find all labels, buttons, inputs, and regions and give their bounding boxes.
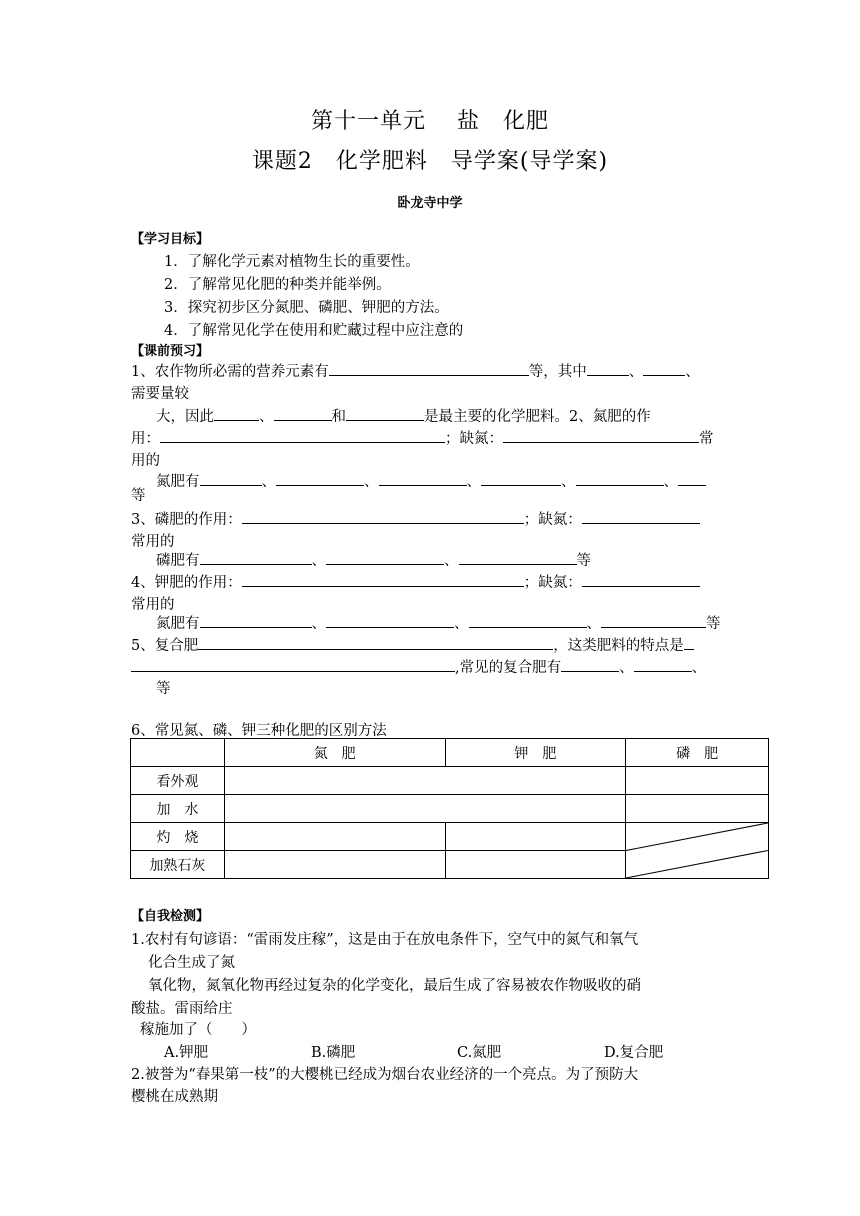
selftest-text: 化合生成了氮 bbox=[148, 955, 235, 971]
row-label: 加 水 bbox=[131, 795, 225, 823]
row-label: 看外观 bbox=[131, 767, 225, 795]
table-cell[interactable] bbox=[445, 851, 626, 879]
goal-item: 1．了解化学元素对植物生长的重要性。 bbox=[164, 254, 420, 270]
option-b[interactable]: B.磷肥 bbox=[311, 1045, 356, 1061]
table-header-row bbox=[131, 739, 769, 767]
blank[interactable] bbox=[200, 612, 312, 628]
row-label: 加熟石灰 bbox=[131, 851, 225, 879]
q1-line2: 需要量较 bbox=[131, 386, 189, 402]
goal-item: 2．了解常见化肥的种类并能举例。 bbox=[164, 277, 391, 293]
school-name: 卧龙寺中学 bbox=[397, 196, 463, 211]
selftest-header: 【自我检测】 bbox=[131, 909, 210, 924]
preview-header: 【课前预习】 bbox=[131, 344, 210, 359]
table-row bbox=[131, 767, 769, 795]
blank[interactable] bbox=[587, 360, 629, 376]
goals-header: 【学习目标】 bbox=[131, 232, 210, 247]
blank[interactable] bbox=[346, 405, 424, 421]
blank[interactable] bbox=[576, 470, 664, 486]
title-line2: 课题2 化学肥料 导学案(导学案) bbox=[251, 149, 609, 174]
goal-item: 4．了解常见化学在使用和贮藏过程中应注意的 bbox=[164, 323, 464, 339]
fertilizer-comparison-table bbox=[130, 738, 769, 879]
blank[interactable] bbox=[329, 360, 529, 376]
blank[interactable] bbox=[643, 360, 685, 376]
blank[interactable] bbox=[684, 634, 694, 650]
table-cell[interactable] bbox=[445, 823, 626, 851]
title-line1: 第十一单元 盐 化肥 bbox=[311, 109, 549, 134]
table-cell-crossed bbox=[626, 823, 769, 879]
blank[interactable] bbox=[242, 508, 524, 524]
blank[interactable] bbox=[678, 470, 706, 486]
q4-line3: 氮肥有 、 、 、 等 bbox=[156, 612, 721, 633]
blank[interactable] bbox=[200, 549, 312, 565]
blank[interactable] bbox=[481, 470, 561, 486]
table-header-cell: 氮 肥 bbox=[224, 739, 445, 767]
table-cell[interactable] bbox=[626, 795, 769, 823]
blank[interactable] bbox=[582, 508, 700, 524]
q4-line2: 常用的 bbox=[131, 597, 175, 613]
blank[interactable] bbox=[160, 427, 445, 443]
table-cell[interactable] bbox=[224, 767, 625, 795]
row-label: 灼 烧 bbox=[131, 823, 225, 851]
blank[interactable] bbox=[634, 656, 692, 672]
option-d[interactable]: D.复合肥 bbox=[604, 1045, 664, 1061]
blank[interactable] bbox=[503, 427, 699, 443]
blank[interactable] bbox=[276, 470, 364, 486]
option-a[interactable]: A.钾肥 bbox=[164, 1045, 209, 1061]
table-cell[interactable] bbox=[626, 767, 769, 795]
table-header-cell bbox=[131, 739, 225, 767]
blank[interactable] bbox=[326, 612, 454, 628]
q2-line1: 用： ；缺氮： 常 bbox=[131, 427, 714, 448]
blank[interactable] bbox=[200, 470, 262, 486]
diagonal-lines bbox=[626, 823, 768, 878]
table-header-cell: 钾 肥 bbox=[445, 739, 626, 767]
table-header-cell: 磷 肥 bbox=[626, 739, 769, 767]
blank[interactable] bbox=[326, 549, 444, 565]
blank[interactable] bbox=[242, 571, 524, 587]
selftest-text: 1.农村有句谚语：“雷雨发庄稼”，这是由于在放电条件下，空气中的氮气和氧气 bbox=[131, 932, 639, 948]
table-row bbox=[131, 823, 769, 851]
option-c[interactable]: C.氮肥 bbox=[457, 1045, 502, 1061]
q6-caption: 6、常见氮、磷、钾三种化肥的区别方法 bbox=[131, 723, 387, 739]
blank[interactable] bbox=[459, 549, 577, 565]
q3-line2: 常用的 bbox=[131, 534, 175, 550]
q5-line2: ,常见的复合肥有 、 、 bbox=[131, 656, 706, 677]
q1-line3: 大，因此 、 和 是最主要的化学肥料。2、氮肥的作 bbox=[156, 405, 651, 426]
blank[interactable] bbox=[214, 405, 259, 421]
blank[interactable] bbox=[582, 571, 700, 587]
q5-line3: 等 bbox=[156, 681, 171, 697]
selftest-text: 樱桃在成熟期 bbox=[131, 1089, 218, 1105]
q2-line4: 等 bbox=[131, 488, 146, 504]
q4-line1: 4、钾肥的作用： ；缺氮： bbox=[131, 571, 700, 592]
blank[interactable] bbox=[274, 405, 332, 421]
q1-line1: 1、农作物所必需的营养元素有 等，其中 、 、 bbox=[131, 360, 700, 381]
table-cell[interactable] bbox=[224, 851, 445, 879]
goal-item: 3．探究初步区分氮肥、磷肥、钾肥的方法。 bbox=[164, 300, 449, 316]
blank[interactable] bbox=[198, 634, 553, 650]
blank[interactable] bbox=[601, 612, 706, 628]
selftest-text: 2.被誉为“春果第一枝”的大樱桃已经成为烟台农业经济的一个亮点。为了预防大 bbox=[131, 1067, 639, 1083]
q2-line3: 氮肥有 、 、 、 、 、 bbox=[156, 470, 706, 491]
selftest-text: 稼施加了（ ） bbox=[140, 1022, 256, 1038]
q3-line3: 磷肥有 、 、 等 bbox=[156, 549, 591, 570]
blank[interactable] bbox=[131, 656, 455, 672]
blank[interactable] bbox=[469, 612, 587, 628]
table-cell[interactable] bbox=[224, 795, 625, 823]
blank[interactable] bbox=[561, 656, 619, 672]
blank[interactable] bbox=[379, 470, 467, 486]
q3-line1: 3、磷肥的作用： ；缺氮： bbox=[131, 508, 700, 529]
q2-line2: 用的 bbox=[131, 453, 160, 469]
table-row bbox=[131, 795, 769, 823]
q5-line1: 5、复合肥 ，这类肥料的特点是 bbox=[131, 634, 694, 655]
table-cell[interactable] bbox=[224, 823, 445, 851]
selftest-text: 酸盐。雷雨给庄 bbox=[131, 1001, 233, 1017]
selftest-text: 氧化物，氮氧化物再经过复杂的化学变化，最后生成了容易被农作物吸收的硝 bbox=[148, 978, 641, 994]
